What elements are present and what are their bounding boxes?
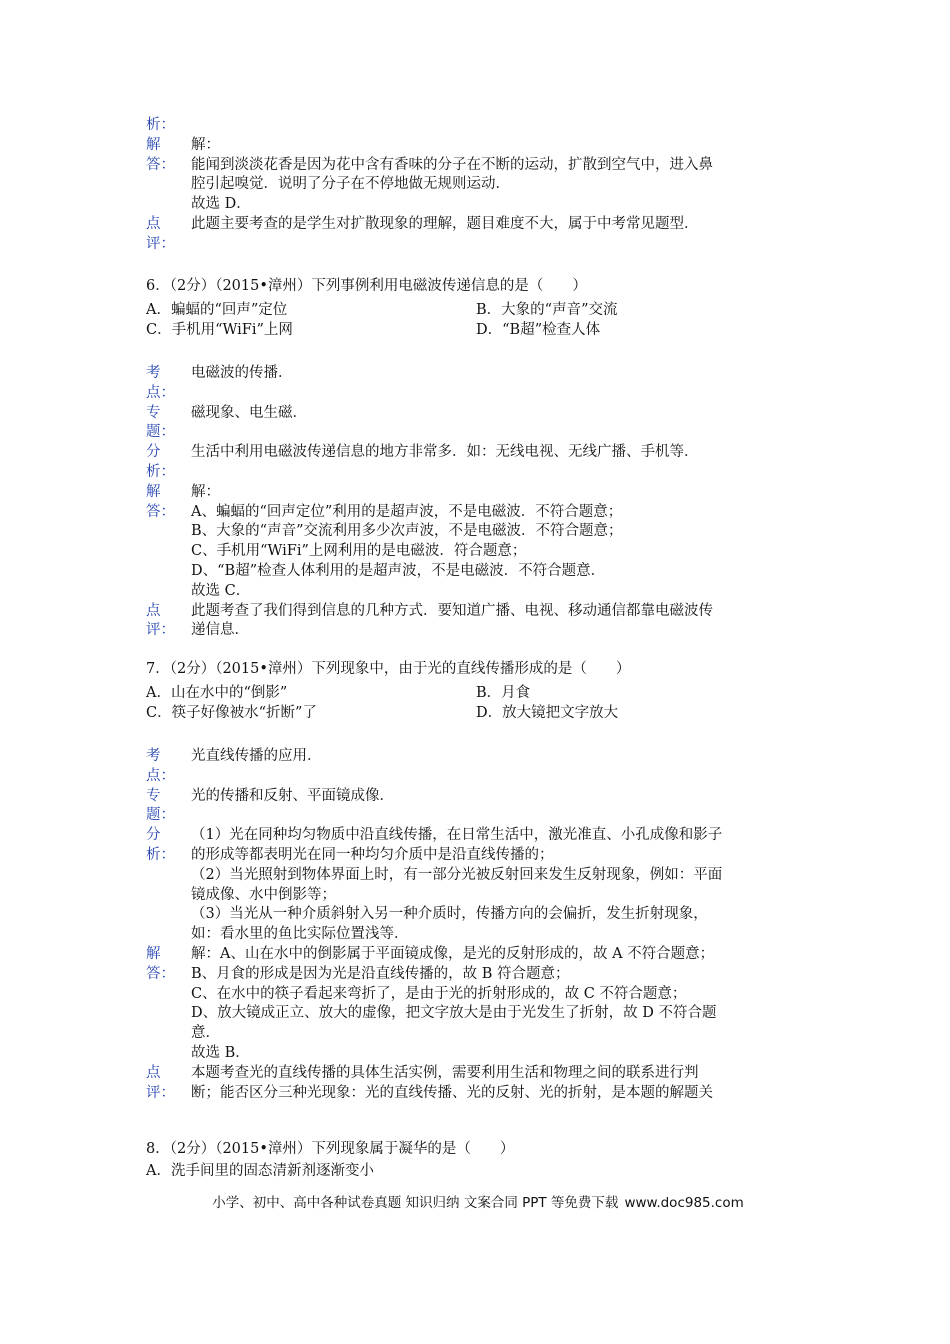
q6-option-a: A．蝙蝠的“回声”定位 bbox=[146, 302, 288, 318]
label: 解 bbox=[146, 136, 161, 153]
q8-option-a: A．洗手间里的固态清新剂逐渐变小 bbox=[146, 1163, 374, 1179]
q5-analysis-block: 析： 解 解： 答： 能闻到淡淡花香是因为花中含有香味的分子在不断的运动，扩散到空气中，进入鼻 腔引起嗅觉．说明了分子在不停地做无规则运动． 故选 D． 点 此题主要考查的是学生对扩散现象的理解，题目难度不大，属于中考常见题型． 评： bbox=[146, 116, 826, 255]
q8-stem: 8．（2分）（2015•漳州）下列现象属于凝华的是（ ） bbox=[146, 1141, 515, 1157]
q6-stem: 6．（2分）（2015•漳州）下列事例利用电磁波传递信息的是（ ） bbox=[146, 278, 587, 294]
q6-option-b: B．大象的“声音”交流 bbox=[476, 302, 618, 318]
label: 评： bbox=[146, 235, 175, 252]
label: 点 bbox=[146, 215, 161, 232]
q7-analysis-block: 考 光直线传播的应用． 点： 专 光的传播和反射、平面镜成像． 题： 分 （1）光在同种均匀物质中沿直线传播，在日常生活中，激光准直、小孔成像和影子 析： 的形成等都表明光在同一种均匀介质中是沿直线传播的； （2）当光照射到物体界面上时，有一部分光被反射回来发生反射现象，例如：平面 镜成像、水中倒影等； （3）当光从一种介质斜射入另一种介质时，传播方向的会偏折，发生折射现象， 如：看水里的鱼比实际位置浅等． 解 解：A、山在水中的倒影属于平面镜成像，是光的反射形成的，故 A 不符合题意； 答： B、月食的形成是因为光是沿直线传播的，故 B 符合题意； C、在水中的筷子看起来弯折了，是由于光的折射形成的，故 C 不符合题意； D、放大镜成正立、放大的虚像，把文字放大是由于光发生了折射，故 D 不符合题 意． 故选 B． 点 本题考查光的直线传播的具体生活实例，需要利用生活和物理之间的联系进行判 评： 断；能否区分三种光现象：光的直线传播、光的反射、光的折射，是本题的解题关 bbox=[146, 748, 723, 1101]
q7-option-c: C．筷子好像被水“折断”了 bbox=[146, 705, 317, 721]
footer-url: www.doc985.com bbox=[624, 1195, 744, 1211]
label bbox=[146, 175, 191, 195]
q7-option-b: B．月食 bbox=[476, 685, 531, 701]
label: 析： bbox=[146, 117, 175, 133]
label bbox=[146, 195, 191, 215]
q6-option-d: D．“B超”检查人体 bbox=[476, 322, 601, 338]
label: 答： bbox=[146, 156, 175, 173]
page-footer bbox=[0, 1191, 950, 1211]
q6-analysis-block: 考 电磁波的传播． 点： 专 磁现象、电生磁． 题： 分 生活中利用电磁波传递信息的地方非常多．如：无线电视、无线广播、手机等． 析： 解 解： 答： A、蝙蝠的“回声定位”利用的是超声波，不是电磁波．不符合题意； B、大象的“声音”交流利用多少次声波，不是电磁波．不符合题意； C、手机用“WiFi”上网利用的是电磁波．符合题意； D、“B超”检查人体利用的是超声波，不是电磁波．不符合题意． 故选 C． 点 此题考查了我们得到信息的几种方式．要知道广播、电视、移动通信都靠电磁波传 评： 递信息． bbox=[146, 365, 713, 639]
q7-option-d: D．放大镜把文字放大 bbox=[476, 705, 619, 721]
footer-text: 小学、初中、高中各种试卷真题 知识归纳 文案合同 PPT 等免费下载 bbox=[212, 1195, 619, 1211]
q7-option-a: A．山在水中的“倒影” bbox=[146, 685, 288, 701]
q6-option-c: C．手机用“WiFi”上网 bbox=[146, 322, 293, 338]
q7-stem: 7．（2分）（2015•漳州）下列现象中，由于光的直线传播形成的是（ ） bbox=[146, 661, 631, 677]
